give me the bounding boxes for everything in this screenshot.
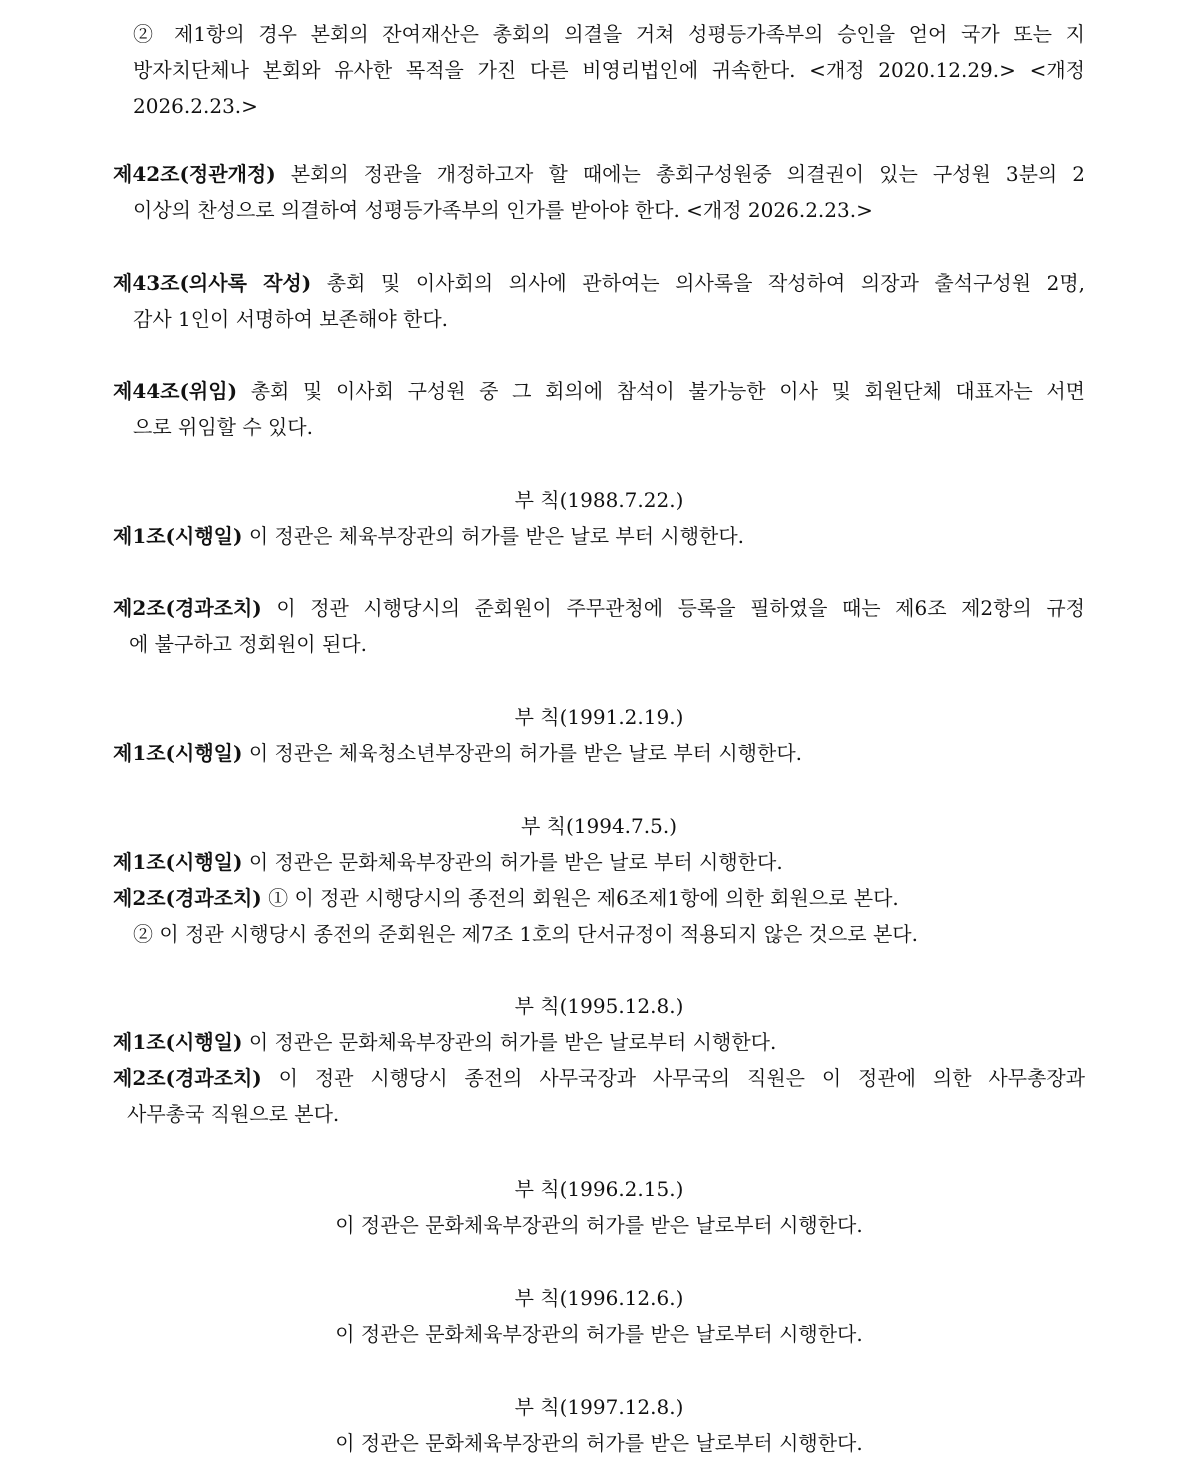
supplementary-1996-dec-text: 이 정관은 문화체육부장관의 허가를 받은 날로부터 시행한다. — [335, 1322, 863, 1346]
article-line — [113, 518, 1085, 554]
article-continuation: 사무총국 직원으로 본다. — [127, 1102, 340, 1126]
article-text: 총회 및 이사회의 의사에 관하여는 의사록을 작성하여 의장과 출석구성원 2명, — [326, 271, 1086, 295]
article-text: 총회 및 이사회 구성원 중 그 회의에 참석이 불가능한 이사 및 회원단체 대표자는 서면 — [250, 379, 1086, 403]
article-continuation: 에 불구하고 정회원이 된다. — [129, 632, 367, 656]
article-heading: 제2조(경과조치) — [113, 1066, 262, 1090]
article-text: 이 정관은 체육청소년부장관의 허가를 받은 날로 부터 시행한다. — [248, 741, 802, 765]
article-heading: 제44조(위임) — [113, 379, 238, 403]
supplementary-1994-articles — [113, 844, 1085, 952]
article-line — [113, 735, 1085, 771]
supplementary-1991-article-1 — [113, 735, 1085, 771]
supplementary-title-1994: 부 칙(1994.7.5.) — [520, 814, 678, 838]
article-first-line — [113, 265, 1085, 301]
supplementary-1995-articles — [113, 1024, 1085, 1132]
article-heading: 제1조(시행일) — [113, 524, 243, 548]
supplementary-title-1996-dec: 부 칙(1996.12.6.) — [514, 1286, 684, 1310]
article-41-clause-2 — [113, 16, 1085, 124]
article-text: 본회의 정관을 개정하고자 할 때에는 총회구성원중 의결권이 있는 구성원 3분의 2 — [290, 162, 1086, 186]
supplementary-title-1995: 부 칙(1995.12.8.) — [514, 994, 684, 1018]
supplementary-title-1991: 부 칙(1991.2.19.) — [514, 705, 684, 729]
paragraph-line: 2026.2.23.> — [133, 94, 258, 118]
paragraph-line: ② 제1항의 경우 본회의 잔여재산은 총회의 의결을 거쳐 성평등가족부의 승인을 얻어 국가 또는 지 — [133, 22, 1085, 46]
article-heading: 제2조(경과조치) — [113, 886, 262, 910]
supplementary-1988-article-2 — [113, 590, 1085, 662]
article-first-line — [113, 156, 1085, 192]
article-line — [113, 1024, 1085, 1060]
supplementary-1996-feb-text: 이 정관은 문화체육부장관의 허가를 받은 날로부터 시행한다. — [335, 1213, 863, 1237]
article-text: 이 정관 시행당시 종전의 사무국장과 사무국의 직원은 이 정관에 의한 사무총장과 — [278, 1066, 1086, 1090]
article-text: 이 정관은 문화체육부장관의 허가를 받은 날로부터 시행한다. — [248, 1030, 777, 1054]
article-heading: 제43조(의사록 작성) — [113, 271, 312, 295]
supplementary-title-1996-feb: 부 칙(1996.2.15.) — [514, 1177, 684, 1201]
article-line — [113, 844, 1085, 880]
article-continuation: ② 이 정관 시행당시 종전의 준회원은 제7조 1호의 단서규정이 적용되지 않은 것으로 본다. — [133, 922, 918, 946]
article-text: 이 정관은 문화체육부장관의 허가를 받은 날로 부터 시행한다. — [248, 850, 783, 874]
article-heading: 제42조(정관개정) — [113, 162, 276, 186]
article-42 — [113, 156, 1085, 228]
article-continuation: 감사 1인이 서명하여 보존해야 한다. — [133, 307, 448, 331]
article-continuation: 이상의 찬성으로 의결하여 성평등가족부의 인가를 받아야 한다. <개정 2026.2.23.> — [133, 198, 873, 222]
article-heading: 제1조(시행일) — [113, 850, 243, 874]
article-continuation: 으로 위임할 수 있다. — [133, 415, 313, 439]
paragraph-line: 방자치단체나 본회와 유사한 목적을 가진 다른 비영리법인에 귀속한다. <개정 2020.12.29.> <개정 — [133, 58, 1085, 82]
supplementary-title-1997: 부 칙(1997.12.8.) — [514, 1395, 684, 1419]
article-line — [113, 880, 1085, 916]
article-heading: 제2조(경과조치) — [113, 596, 262, 620]
supplementary-1988-article-1 — [113, 518, 1085, 554]
article-heading: 제1조(시행일) — [113, 1030, 243, 1054]
supplementary-title-1988: 부 칙(1988.7.22.) — [514, 488, 684, 512]
article-text: 이 정관 시행당시의 준회원이 주무관청에 등록을 필하였을 때는 제6조 제2항의 규정 — [276, 596, 1086, 620]
article-first-line — [113, 373, 1085, 409]
article-text: 이 정관은 체육부장관의 허가를 받은 날로 부터 시행한다. — [248, 524, 745, 548]
supplementary-1997-text: 이 정관은 문화체육부장관의 허가를 받은 날로부터 시행한다. — [335, 1431, 863, 1455]
article-heading: 제1조(시행일) — [113, 741, 243, 765]
article-first-line — [113, 590, 1085, 626]
article-44 — [113, 373, 1085, 445]
article-text: ① 이 정관 시행당시의 종전의 회원은 제6조제1항에 의한 회원으로 본다. — [268, 886, 899, 910]
article-first-line — [113, 1060, 1085, 1096]
article-43 — [113, 265, 1085, 337]
